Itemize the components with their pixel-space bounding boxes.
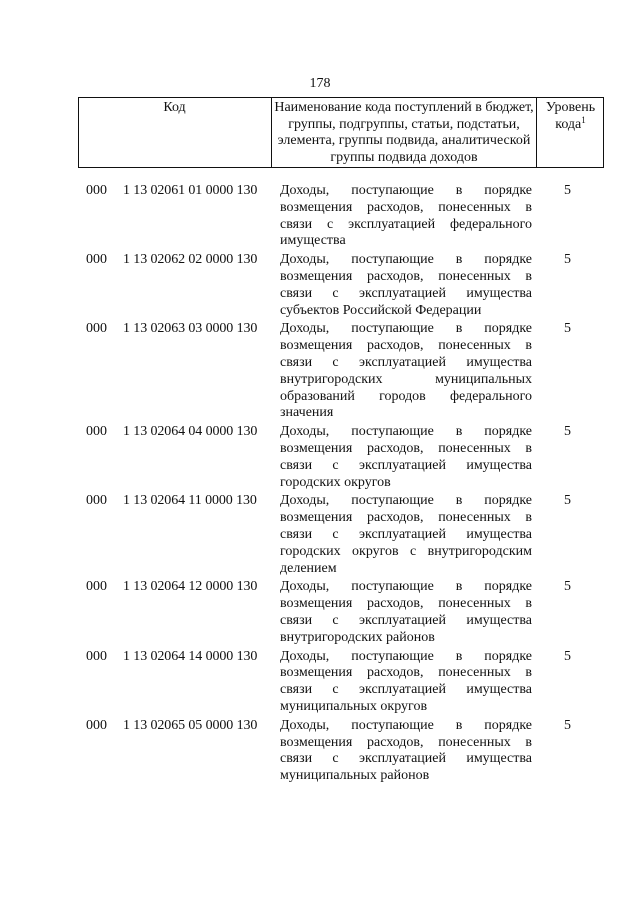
table-row xyxy=(0,321,640,422)
table-row xyxy=(0,718,640,785)
row-name: Доходы, поступающие в порядке возмещения расходов, понесенных в связи с эксплуатацией имущества внутригородских районов xyxy=(280,579,532,645)
row-admin-code: 000 xyxy=(86,252,107,268)
header-level-footnote: 1 xyxy=(581,114,586,125)
row-budget-code: 1 13 02064 11 0000 130 xyxy=(123,493,257,509)
row-level: 5 xyxy=(564,183,571,198)
row-name: Доходы, поступающие в порядке возмещения расходов, понесенных в связи с эксплуатацией имущества субъектов Российской Федерации xyxy=(280,252,532,318)
header-level xyxy=(537,100,604,133)
row-budget-code: 1 13 02064 12 0000 130 xyxy=(123,579,258,595)
page-number: 178 xyxy=(309,76,331,91)
table-header xyxy=(78,97,604,168)
table-body xyxy=(0,183,640,787)
row-name: Доходы, поступающие в порядке возмещения расходов, понесенных в связи с эксплуатацией имущества муниципальных районов xyxy=(280,717,532,784)
row-name: Доходы, поступающие в порядке возмещения расходов, понесенных в связи с эксплуатацией имущества внутригородских муниципальных образований городов федерального значения xyxy=(280,321,532,421)
row-budget-code: 1 13 02062 02 0000 130 xyxy=(123,252,258,268)
row-level: 5 xyxy=(564,493,571,509)
table-row xyxy=(0,493,640,577)
row-admin-code: 000 xyxy=(86,321,107,337)
row-level: 5 xyxy=(564,579,571,595)
table-row xyxy=(0,649,640,716)
row-admin-code: 000 xyxy=(86,493,107,509)
row-budget-code: 1 13 02064 14 0000 130 xyxy=(123,648,258,664)
row-name: Доходы, поступающие в порядке возмещения расходов, понесенных в связи с эксплуатацией федерального имущества xyxy=(280,183,532,249)
table-row xyxy=(0,424,640,491)
row-level: 5 xyxy=(564,648,571,664)
row-level: 5 xyxy=(564,252,571,268)
table-row xyxy=(0,579,640,646)
row-admin-code: 000 xyxy=(86,424,107,440)
row-budget-code: 1 13 02064 04 0000 130 xyxy=(123,424,258,440)
row-admin-code: 000 xyxy=(86,717,107,733)
row-name: Доходы, поступающие в порядке возмещения расходов, понесенных в связи с эксплуатацией имущества муниципальных округов xyxy=(280,648,532,714)
row-name: Доходы, поступающие в порядке возмещения расходов, понесенных в связи с эксплуатацией имущества городских округов xyxy=(280,424,532,490)
table-row xyxy=(0,252,640,319)
header-name: Наименование кода поступлений в бюджет, группы, подгруппы, статьи, подстатьи, элемента, группы подвида, аналитической группы подвида доходов xyxy=(274,100,534,165)
row-budget-code: 1 13 02061 01 0000 130 xyxy=(123,183,258,198)
row-admin-code: 000 xyxy=(86,183,107,198)
row-level: 5 xyxy=(564,424,571,440)
row-level: 5 xyxy=(564,321,571,337)
row-name: Доходы, поступающие в порядке возмещения расходов, понесенных в связи с эксплуатацией имущества городских округов с внутригородским делением xyxy=(280,493,532,576)
row-level: 5 xyxy=(564,717,571,733)
row-budget-code: 1 13 02065 05 0000 130 xyxy=(123,717,258,733)
table-row xyxy=(0,183,640,250)
header-level-label: Уровень кода xyxy=(545,100,596,132)
row-admin-code: 000 xyxy=(86,648,107,664)
row-budget-code: 1 13 02063 03 0000 130 xyxy=(123,321,258,337)
row-admin-code: 000 xyxy=(86,579,107,595)
header-kod: Код xyxy=(163,100,186,115)
